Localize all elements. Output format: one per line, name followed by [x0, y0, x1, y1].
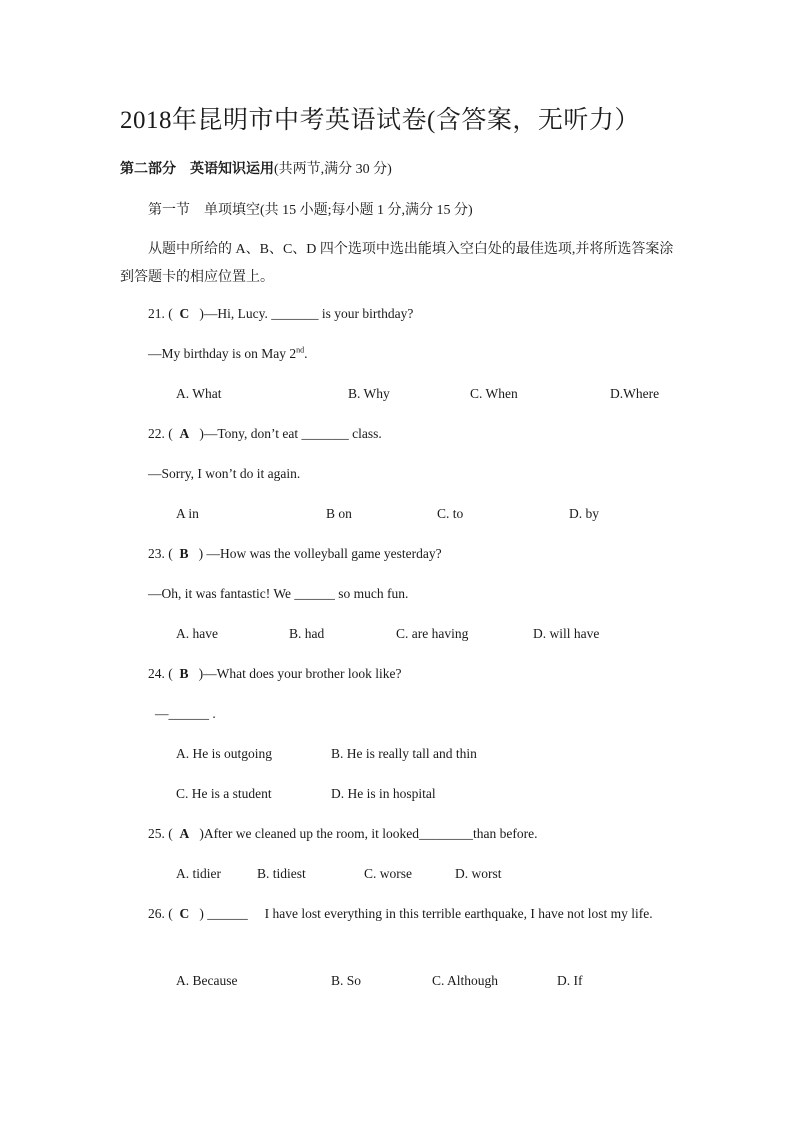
question-number: 25. ( [148, 826, 173, 841]
option-a: A. Because [176, 973, 238, 988]
option-d: D. will have [533, 626, 600, 641]
question-number: 24. ( [148, 666, 173, 681]
option-b: B. Why [348, 386, 390, 401]
part-label: 第二部分 英语知识运用 [120, 162, 274, 177]
paren-close: ) [199, 306, 204, 321]
paren-close: ) [198, 546, 204, 561]
reply-text: —My birthday is on May 2 [148, 346, 297, 361]
option-c: C. are having [396, 626, 469, 641]
option-c: C. Although [432, 973, 499, 988]
paren-close: ) [199, 906, 204, 921]
option-a: A in [176, 506, 199, 521]
option-d: D. He is in hospital [331, 786, 436, 801]
option-b: B. had [289, 626, 325, 641]
option-b: B on [326, 506, 352, 521]
question-21 [148, 306, 413, 322]
answer: B [179, 546, 189, 561]
question-number: 22. ( [148, 426, 173, 441]
option-d: D. by [569, 506, 599, 521]
question-number: 23. ( [148, 546, 173, 561]
question-stem: —What does your brother look like? [203, 666, 402, 681]
option-a: A. He is outgoing [176, 746, 272, 761]
question-22-reply: —Sorry, I won’t do it again. [148, 466, 301, 481]
question-21-reply [148, 346, 308, 362]
question-24 [148, 666, 401, 682]
answer: B [179, 666, 189, 681]
question-stem: —Hi, Lucy. _______ is your birthday? [203, 306, 414, 321]
question-stem: ______ I have lost everything in this terrible earthquake, I have not lost my life. [203, 906, 653, 921]
question-23 [148, 546, 442, 562]
option-d: D. If [557, 973, 583, 988]
answer: C [179, 306, 190, 321]
option-c: C. worse [364, 866, 412, 881]
option-b: B. tidiest [257, 866, 306, 881]
option-c: C. He is a student [176, 786, 272, 801]
option-d: D. worst [455, 866, 502, 881]
question-24-reply: —______ . [155, 706, 216, 721]
question-stem: —Tony, don’t eat _______ class. [203, 426, 382, 441]
question-number: 26. ( [148, 906, 173, 921]
paren-close: ) [199, 826, 204, 841]
option-c: C. to [437, 506, 464, 521]
paren-close: ) [198, 666, 204, 681]
answer: A [179, 426, 190, 441]
section-heading: 第一节 单项填空(共 15 小题;每小题 1 分,满分 15 分) [148, 203, 473, 218]
question-26 [120, 900, 676, 927]
instructions: 从题中所给的 A、B、C、D 四个选项中选出能填入空白处的最佳选项,并将所选答案涂到答题卡的相应位置上。 [120, 242, 674, 285]
answer: A [179, 826, 190, 841]
option-b: B. He is really tall and thin [331, 746, 477, 761]
reply-end: . [304, 346, 308, 361]
option-d: D.Where [610, 386, 660, 401]
option-a: A. tidier [176, 866, 221, 881]
question-22 [148, 426, 382, 442]
question-stem: After we cleaned up the room, it looked________than before. [203, 826, 538, 841]
option-a: A. What [176, 386, 222, 401]
ordinal-suffix: nd [296, 345, 305, 355]
paren-close: ) [199, 426, 204, 441]
part-heading [120, 158, 392, 178]
answer: C [179, 906, 190, 921]
option-b: B. So [331, 973, 362, 988]
question-25 [148, 826, 538, 842]
option-a: A. have [176, 626, 218, 641]
question-number: 21. ( [148, 306, 173, 321]
question-23-reply: —Oh, it was fantastic! We ______ so much fun. [148, 586, 409, 601]
document-title: 2018年昆明市中考英语试卷(含答案，无听力） [120, 107, 640, 134]
option-c: C. When [470, 386, 518, 401]
question-stem: —How was the volleyball game yesterday? [203, 546, 442, 561]
part-note: (共两节,满分 30 分) [274, 162, 392, 177]
